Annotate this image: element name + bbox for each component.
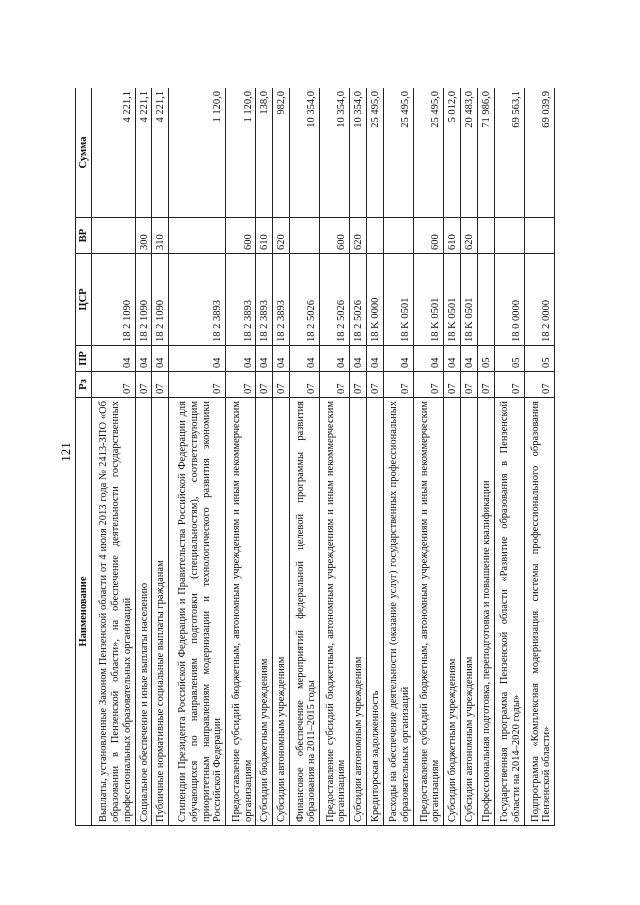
table-row [289, 88, 319, 826]
cell-csr: 18 2 1090 [135, 254, 152, 346]
cell-vr: 600 [413, 218, 443, 254]
cell-rz: 07 [367, 372, 384, 398]
cell-rz: 07 [444, 372, 461, 398]
cell-vr [383, 218, 413, 254]
cell-vr [169, 218, 226, 254]
table-row [320, 88, 350, 826]
cell-csr: 18 K 0000 [367, 254, 384, 346]
page-number: 121 [58, 442, 73, 462]
cell-sum: 10 354,0 [320, 88, 350, 218]
cell-rz: 07 [273, 372, 290, 398]
cell-pr: 04 [256, 346, 273, 372]
table-row [524, 88, 554, 826]
table-row [444, 88, 461, 826]
cell-csr: 18 2 3893 [256, 254, 273, 346]
cell-name: Кредиторская задолженность [367, 398, 384, 826]
cell-vr: 620 [350, 218, 367, 254]
header-name: Наименование [76, 398, 92, 826]
cell-vr: 600 [320, 218, 350, 254]
cell-name: Предоставление субсидий бюджетным, автономным учреждениям и иным некоммерческим организациям [413, 398, 443, 826]
cell-pr: 05 [524, 346, 554, 372]
cell-sum: 5 012,0 [444, 88, 461, 218]
cell-pr: 04 [367, 346, 384, 372]
cell-sum: 69 563,1 [494, 88, 524, 218]
table-row [413, 88, 443, 826]
table-row [226, 88, 256, 826]
cell-sum: 1 120,0 [169, 88, 226, 218]
cell-pr: 04 [92, 346, 136, 372]
header-csr: ЦСР [76, 254, 92, 346]
cell-vr [367, 218, 384, 254]
cell-rz: 07 [524, 372, 554, 398]
cell-rz: 07 [383, 372, 413, 398]
cell-sum: 25 495,0 [383, 88, 413, 218]
cell-name: Субсидии автономным учреждениям [350, 398, 367, 826]
cell-csr: 18 K 0501 [383, 254, 413, 346]
cell-sum: 4 221,1 [92, 88, 136, 218]
cell-csr: 18 2 5026 [350, 254, 367, 346]
table-row [494, 88, 524, 826]
table-row [256, 88, 273, 826]
cell-csr: 18 2 1090 [92, 254, 136, 346]
header-sum: Сумма [76, 88, 92, 218]
cell-pr: 04 [320, 346, 350, 372]
cell-pr: 04 [226, 346, 256, 372]
header-pr: ПР [76, 346, 92, 372]
cell-vr: 300 [135, 218, 152, 254]
cell-sum: 1 120,0 [226, 88, 256, 218]
cell-sum: 138,0 [256, 88, 273, 218]
cell-sum: 69 039,9 [524, 88, 554, 218]
cell-rz: 07 [92, 372, 136, 398]
cell-pr: 05 [494, 346, 524, 372]
cell-csr: 18 2 1090 [152, 254, 169, 346]
cell-name: Публичные нормативные социальные выплаты гражданам [152, 398, 169, 826]
cell-name: Стипендии Президента Российской Федерации и Правительства Российской Федерации для обучающихся по направлениям подготовки (специальностям), соответствующим приоритетным направлениям модернизации и технологического развития экономики Российской Федерации [169, 398, 226, 826]
cell-pr: 05 [477, 346, 494, 372]
cell-rz: 07 [320, 372, 350, 398]
cell-csr: 18 2 0000 [524, 254, 554, 346]
cell-sum: 10 354,0 [289, 88, 319, 218]
cell-pr: 04 [350, 346, 367, 372]
cell-sum: 20 483,0 [460, 88, 477, 218]
budget-table [75, 88, 555, 826]
cell-sum: 25 495,0 [413, 88, 443, 218]
cell-name: Выплаты, установленные Законом Пензенской области от 4 июля 2013 года № 2413-ЗПО «Об образовании в Пензенской области», на обеспечение деятельности государственных профессиональных образовательных организаций [92, 398, 136, 826]
cell-vr [92, 218, 136, 254]
cell-name: Предоставление субсидий бюджетным, автономным учреждениям и иным некоммерческим организациям [320, 398, 350, 826]
cell-pr: 04 [152, 346, 169, 372]
cell-pr: 04 [413, 346, 443, 372]
cell-sum: 71 986,0 [477, 88, 494, 218]
cell-pr: 04 [444, 346, 461, 372]
cell-name: Предоставление субсидий бюджетным, автономным учреждениям и иным некоммерческим организациям [226, 398, 256, 826]
cell-rz: 07 [494, 372, 524, 398]
cell-rz: 07 [460, 372, 477, 398]
table-row [367, 88, 384, 826]
header-rz: Рз [76, 372, 92, 398]
table-row [152, 88, 169, 826]
table-row [92, 88, 136, 826]
cell-name: Субсидии бюджетным учреждениям [256, 398, 273, 826]
table-header-row [76, 88, 92, 826]
cell-name: Субсидии автономным учреждениям [460, 398, 477, 826]
cell-csr: 18 0 0000 [494, 254, 524, 346]
cell-rz: 07 [413, 372, 443, 398]
cell-vr: 620 [273, 218, 290, 254]
cell-csr: 18 2 3893 [169, 254, 226, 346]
cell-csr: 18 K 0501 [444, 254, 461, 346]
cell-rz: 07 [350, 372, 367, 398]
cell-name: Государственная программа Пензенской области «Развитие образования в Пензенской области на 2014–2020 годы» [494, 398, 524, 826]
cell-vr [477, 218, 494, 254]
cell-vr [524, 218, 554, 254]
cell-rz: 07 [289, 372, 319, 398]
rotated-table-container [75, 88, 555, 826]
table-row [135, 88, 152, 826]
cell-csr: 18 2 3893 [273, 254, 290, 346]
cell-pr: 04 [135, 346, 152, 372]
cell-rz: 07 [152, 372, 169, 398]
cell-name: Профессиональная подготовка, переподготовка и повышение квалификации [477, 398, 494, 826]
cell-rz: 07 [226, 372, 256, 398]
table-row [460, 88, 477, 826]
cell-vr: 620 [460, 218, 477, 254]
cell-pr: 04 [383, 346, 413, 372]
cell-name: Субсидии бюджетным учреждениям [444, 398, 461, 826]
cell-vr [494, 218, 524, 254]
table-row [273, 88, 290, 826]
cell-name: Социальное обеспечение и иные выплаты населению [135, 398, 152, 826]
cell-rz: 07 [256, 372, 273, 398]
cell-pr: 04 [289, 346, 319, 372]
cell-vr [289, 218, 319, 254]
cell-name: Подпрограмма «Комплексная модернизация системы профессионального образования Пензенской области» [524, 398, 554, 826]
header-vr: ВР [76, 218, 92, 254]
table-row [169, 88, 226, 826]
cell-csr: 18 2 5026 [289, 254, 319, 346]
cell-sum: 4 221,1 [135, 88, 152, 218]
cell-vr: 610 [444, 218, 461, 254]
cell-name: Финансовое обеспечение мероприятий федеральной целевой программы развития образования на 2011–2015 годы [289, 398, 319, 826]
rotated-table-frame [75, 88, 555, 826]
cell-csr: 18 2 5026 [320, 254, 350, 346]
cell-pr: 04 [460, 346, 477, 372]
table-row [383, 88, 413, 826]
cell-rz: 07 [169, 372, 226, 398]
cell-vr: 610 [256, 218, 273, 254]
cell-sum: 10 354,0 [350, 88, 367, 218]
table-row [477, 88, 494, 826]
table-row [350, 88, 367, 826]
cell-csr [477, 254, 494, 346]
cell-vr: 600 [226, 218, 256, 254]
cell-name: Расходы на обеспечение деятельности (оказание услуг) государственных профессиональных образовательных организаций [383, 398, 413, 826]
cell-sum: 982,0 [273, 88, 290, 218]
cell-sum: 25 495,0 [367, 88, 384, 218]
cell-pr: 04 [273, 346, 290, 372]
cell-csr: 18 K 0501 [460, 254, 477, 346]
cell-vr: 310 [152, 218, 169, 254]
cell-rz: 07 [135, 372, 152, 398]
cell-sum: 4 221,1 [152, 88, 169, 218]
cell-csr: 18 2 3893 [226, 254, 256, 346]
cell-rz: 07 [477, 372, 494, 398]
cell-csr: 18 K 0501 [413, 254, 443, 346]
cell-pr: 04 [169, 346, 226, 372]
cell-name: Субсидии автономным учреждениям [273, 398, 290, 826]
